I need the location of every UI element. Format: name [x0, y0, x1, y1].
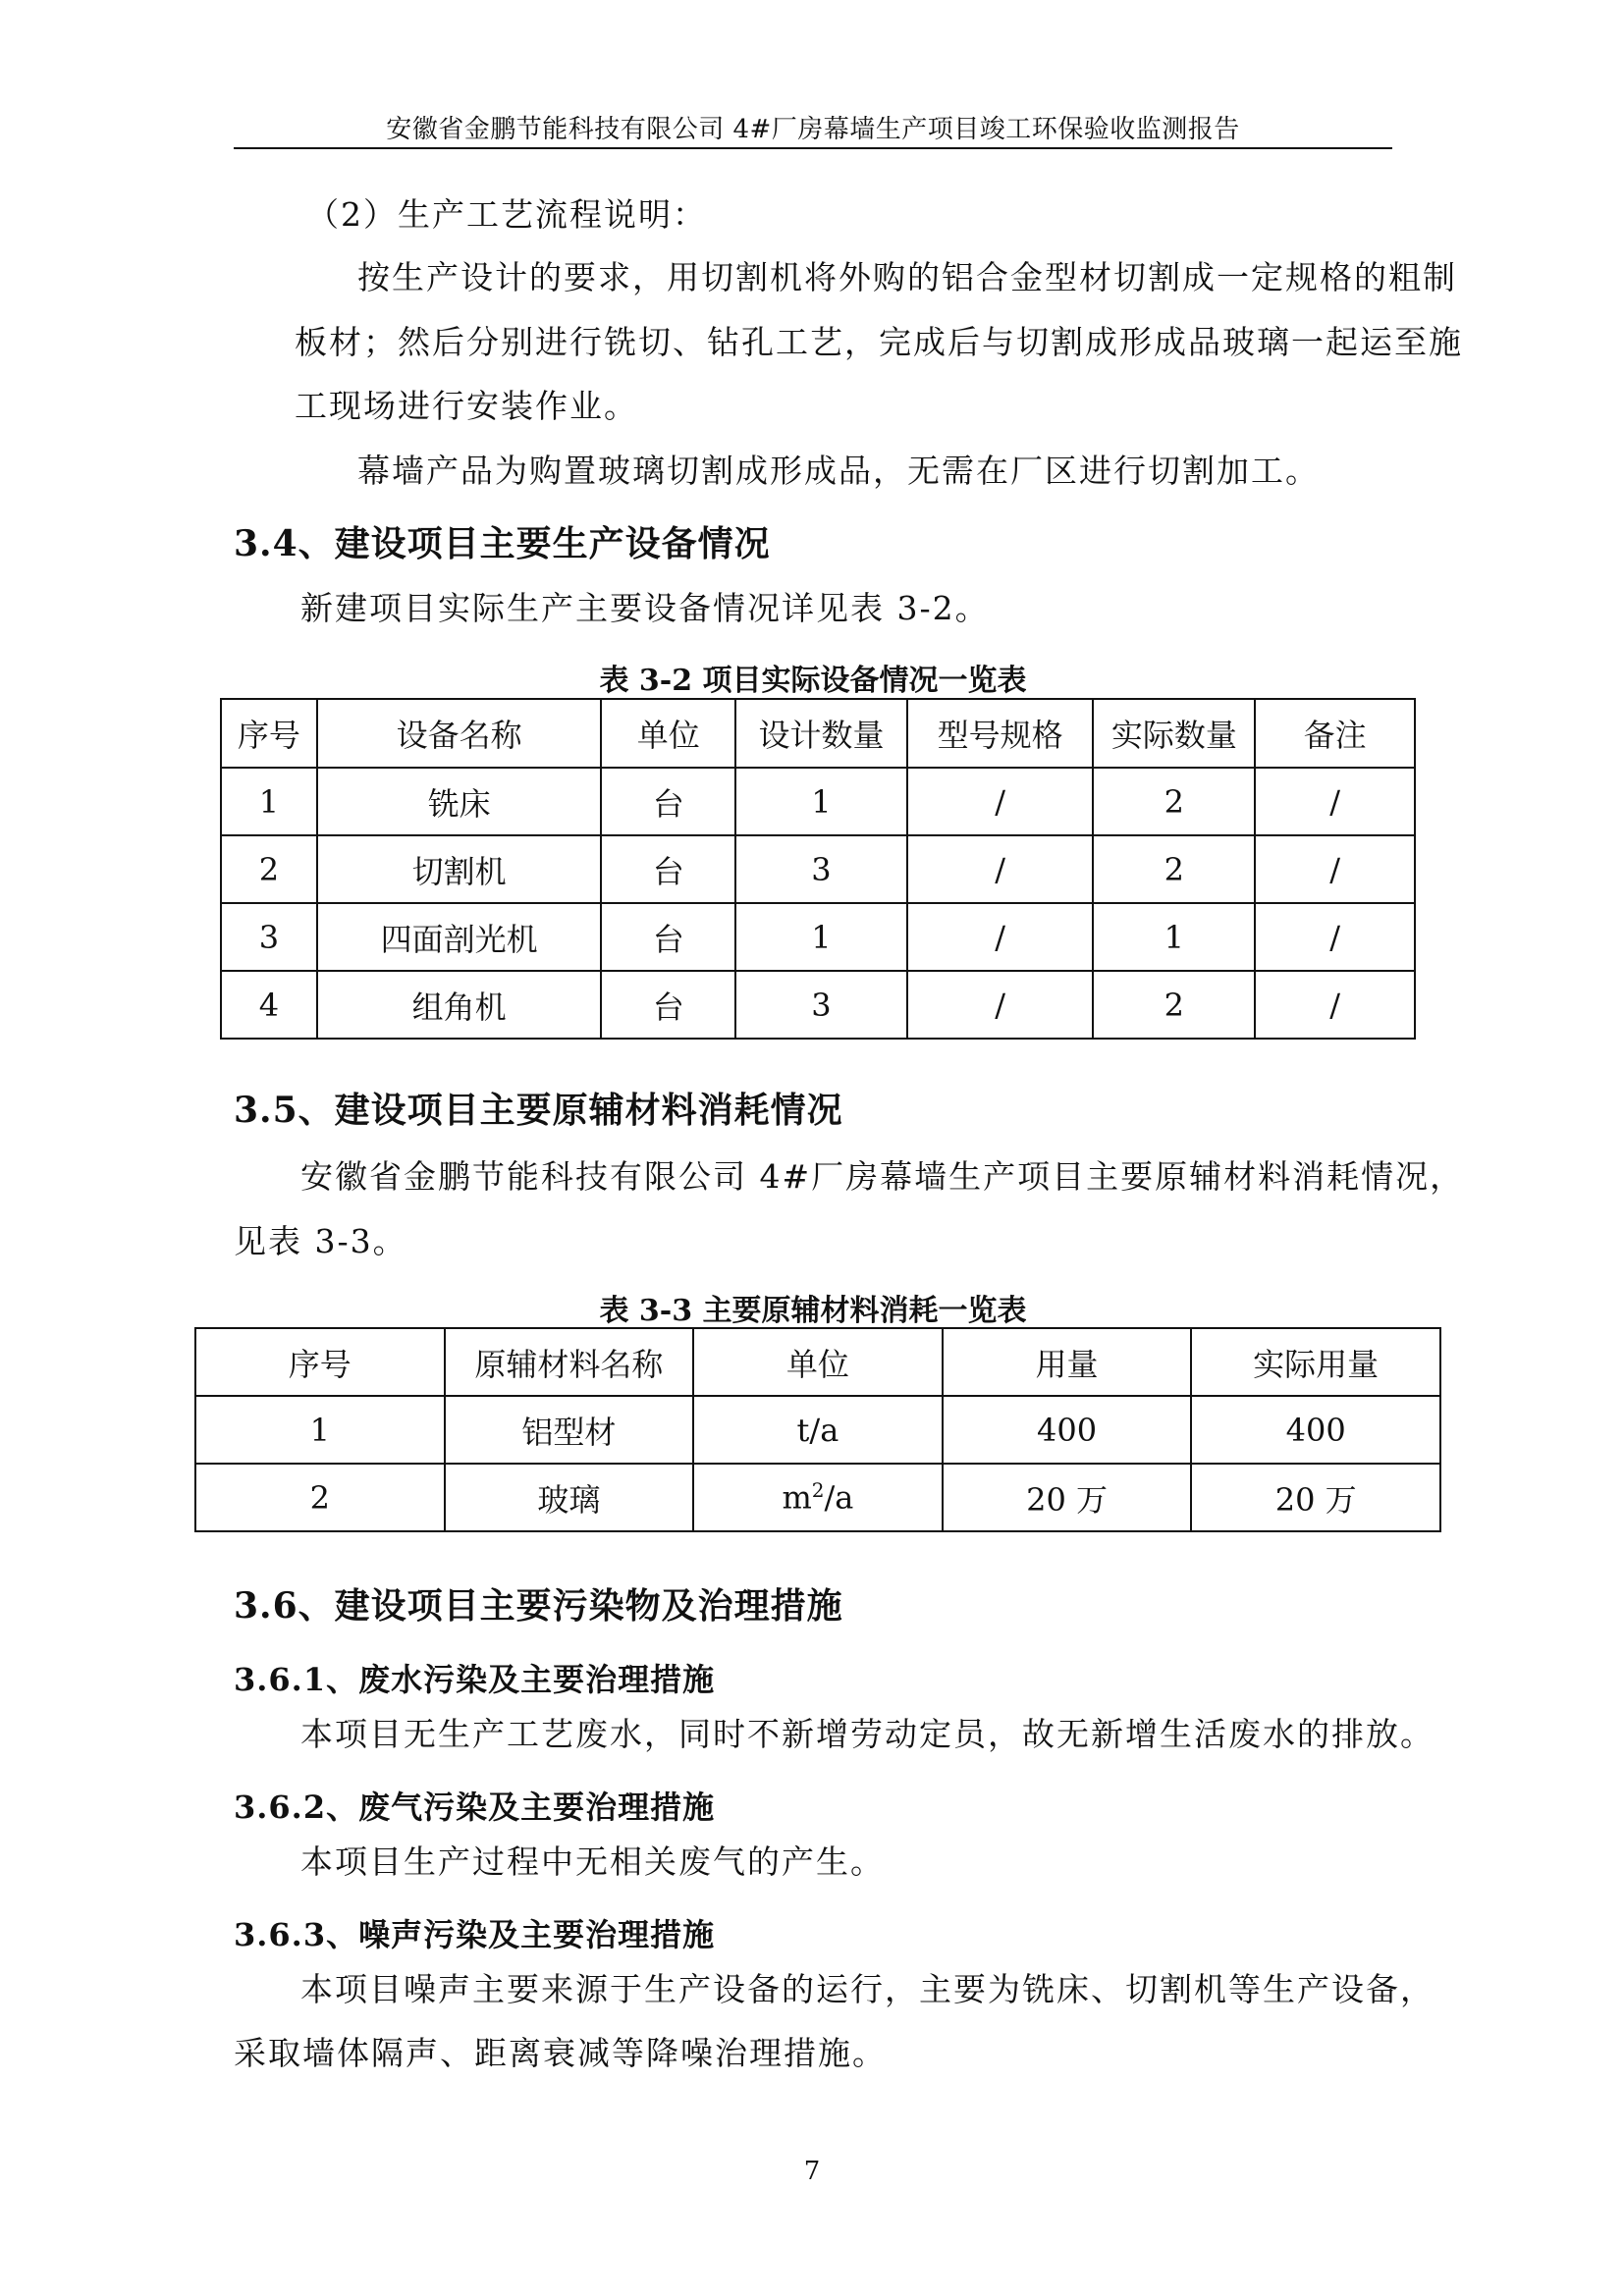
table-cell: / — [907, 835, 1094, 903]
table-cell: 20 万 — [1191, 1464, 1440, 1531]
column-header: 设计数量 — [735, 699, 907, 768]
process-para1-line1: 按生产设计的要求，用切割机将外购的铝合金型材切割成一定规格的粗制 — [357, 258, 1457, 296]
table-cell: 3 — [221, 903, 317, 971]
section-3-4-text: 新建项目实际生产主要设备情况详见表 3-2。 — [300, 589, 990, 627]
column-header: 序号 — [195, 1328, 445, 1396]
section-3-6-3-text-line2: 采取墙体隔声、距离衰减等降噪治理措施。 — [234, 2034, 887, 2072]
table-cell: / — [1255, 903, 1415, 971]
column-header: 备注 — [1255, 699, 1415, 768]
table-row — [221, 903, 1415, 971]
table-header-row — [221, 699, 1415, 768]
table-cell: 1 — [195, 1396, 445, 1464]
section-3-5-text-line1: 安徽省金鹏节能科技有限公司 4#厂房幕墙生产项目主要原辅材料消耗情况， — [300, 1157, 1465, 1196]
table-cell: 4 — [221, 971, 317, 1039]
table-cell: 台 — [601, 971, 735, 1039]
header-divider — [234, 147, 1392, 149]
section-3-5-title: 3.5、建设项目主要原辅材料消耗情况 — [234, 1090, 843, 1131]
process-para1-line3: 工现场进行安装作业。 — [295, 387, 638, 425]
table-3-2-caption: 表 3-2 项目实际设备情况一览表 — [599, 664, 1027, 698]
table-cell: 1 — [1093, 903, 1255, 971]
equipment-table — [220, 698, 1416, 1040]
table-3-3-caption: 表 3-3 主要原辅材料消耗一览表 — [599, 1294, 1027, 1328]
section-3-6-1-title: 3.6.1、废水污染及主要治理措施 — [234, 1661, 716, 1698]
table-row — [221, 971, 1415, 1039]
column-header: 实际用量 — [1191, 1328, 1440, 1396]
materials-table — [194, 1327, 1441, 1532]
table-cell: 2 — [221, 835, 317, 903]
table-cell: 铝型材 — [445, 1396, 694, 1464]
table-cell: 2 — [1093, 971, 1255, 1039]
table-cell: 四面剖光机 — [317, 903, 601, 971]
table-cell: / — [1255, 768, 1415, 835]
section-3-6-title: 3.6、建设项目主要污染物及治理措施 — [234, 1585, 843, 1627]
column-header: 实际数量 — [1093, 699, 1255, 768]
table-cell: 2 — [1093, 768, 1255, 835]
section-3-6-3-text-line1: 本项目噪声主要来源于生产设备的运行，主要为铣床、切割机等生产设备， — [300, 1970, 1435, 2008]
column-header: 设备名称 — [317, 699, 601, 768]
table-cell: 3 — [735, 971, 907, 1039]
column-header: 单位 — [693, 1328, 943, 1396]
column-header: 用量 — [943, 1328, 1192, 1396]
table-cell: / — [907, 971, 1094, 1039]
section-3-6-3-title: 3.6.3、噪声污染及主要治理措施 — [234, 1916, 716, 1953]
table-cell: 切割机 — [317, 835, 601, 903]
table-cell: 台 — [601, 768, 735, 835]
table-cell: t/a — [693, 1396, 943, 1464]
section-3-6-1-text: 本项目无生产工艺废水，同时不新增劳动定员，故无新增生活废水的排放。 — [300, 1715, 1435, 1753]
table-cell: 铣床 — [317, 768, 601, 835]
table-row — [195, 1396, 1440, 1464]
table-cell: 400 — [1191, 1396, 1440, 1464]
column-header: 单位 — [601, 699, 735, 768]
table-cell: 玻璃 — [445, 1464, 694, 1531]
table-cell: 2 — [1093, 835, 1255, 903]
process-para1-line2: 板材；然后分别进行铣切、钻孔工艺，完成后与切割成形成品玻璃一起运至施 — [295, 323, 1463, 361]
section-3-4-title: 3.4、建设项目主要生产设备情况 — [234, 523, 771, 564]
page-number: 7 — [803, 2157, 821, 2186]
process-heading: （2）生产工艺流程说明： — [306, 195, 707, 234]
unit-superscript: 2 — [811, 1478, 825, 1503]
table-cell: 1 — [221, 768, 317, 835]
table-header-row — [195, 1328, 1440, 1396]
table-cell-unit — [693, 1464, 943, 1531]
table-cell: 20 万 — [943, 1464, 1192, 1531]
table-cell: 2 — [195, 1464, 445, 1531]
table-cell: 3 — [735, 835, 907, 903]
table-cell: / — [907, 768, 1094, 835]
table-cell: 400 — [943, 1396, 1192, 1464]
column-header: 型号规格 — [907, 699, 1094, 768]
table-cell: 组角机 — [317, 971, 601, 1039]
table-row — [195, 1464, 1440, 1531]
table-cell: / — [1255, 835, 1415, 903]
unit-base: m — [782, 1478, 812, 1517]
table-cell: 1 — [735, 903, 907, 971]
section-3-5-text-line2: 见表 3-3。 — [234, 1222, 407, 1260]
process-para2: 幕墙产品为购置玻璃切割成形成品，无需在厂区进行切割加工。 — [357, 452, 1320, 490]
table-cell: / — [1255, 971, 1415, 1039]
page-header: 安徽省金鹏节能科技有限公司 4#厂房幕墙生产项目竣工环保验收监测报告 — [386, 115, 1240, 144]
section-3-6-2-text: 本项目生产过程中无相关废气的产生。 — [300, 1842, 885, 1881]
table-cell: 台 — [601, 903, 735, 971]
section-3-6-2-title: 3.6.2、废气污染及主要治理措施 — [234, 1789, 716, 1826]
table-row — [221, 768, 1415, 835]
table-cell: 台 — [601, 835, 735, 903]
table-row — [221, 835, 1415, 903]
unit-suffix: /a — [824, 1478, 854, 1517]
table-cell: / — [907, 903, 1094, 971]
column-header: 原辅材料名称 — [445, 1328, 694, 1396]
column-header: 序号 — [221, 699, 317, 768]
table-cell: 1 — [735, 768, 907, 835]
